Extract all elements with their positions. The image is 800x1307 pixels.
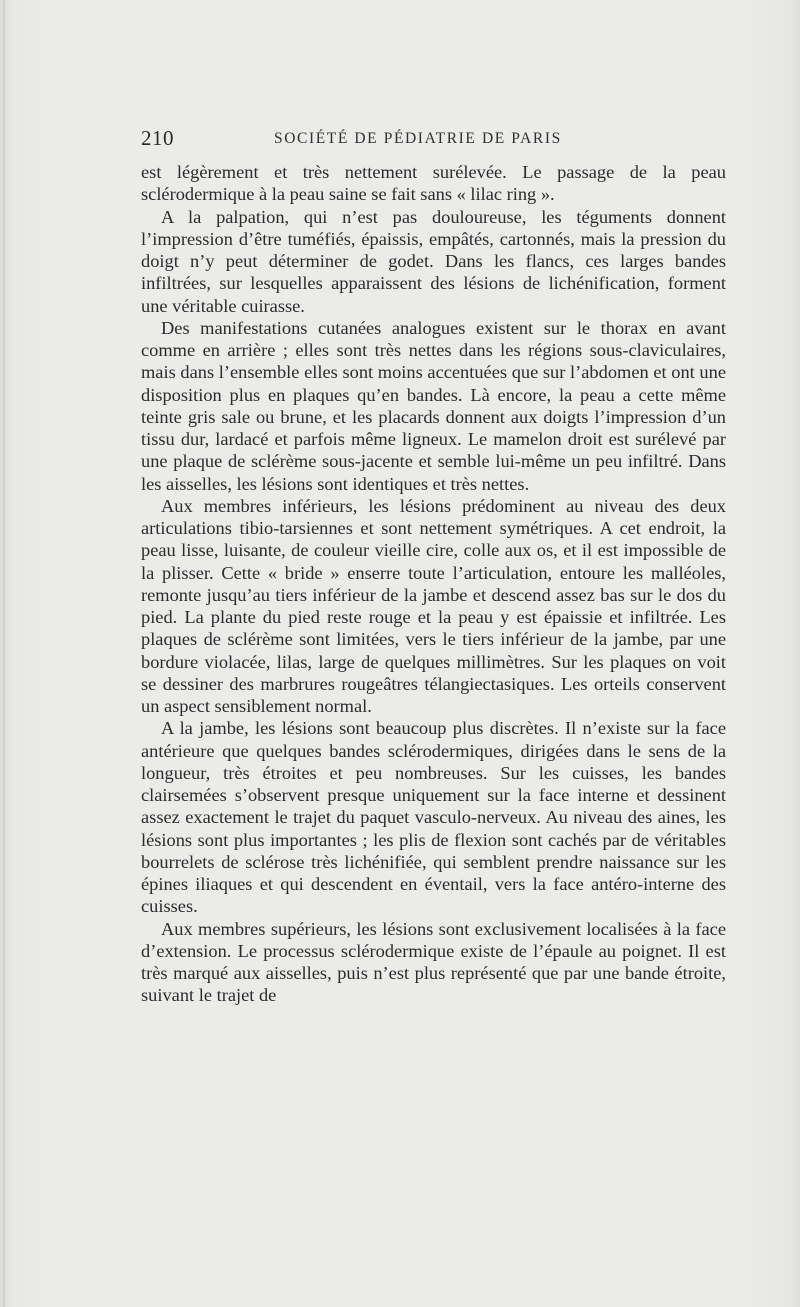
running-head: SOCIÉTÉ DE PÉDIATRIE DE PARIS <box>274 130 562 147</box>
paragraph-thorax: Des manifestations cutanées analogues existent sur le thorax en avant comme en arrière ; elles sont très nettes dans les régions sous-claviculaires, mais dans l’ensemble elles sont moins accentuées que sur l’abdomen et ont une disposition plus en plaques qu’en bandes. Là encore, la peau a cette même teinte gris sale ou brune, et les placards donnent aux doigts l’impression d’un tissu dur, lardacé et parfois même ligneux. Le mamelon droit est surélevé par une plaque de sclérème sous-jacente et semble lui-même un peu infiltré. Dans les aisselles, les lésions sont identiques et très nettes. <box>141 317 726 494</box>
paragraph-leg: A la jambe, les lésions sont beaucoup plus discrètes. Il n’existe sur la face antérieure que quelques bandes sclérodermiques, dirigées dans le sens de la longueur, très étroites et peu nombreuses. Sur les cuisses, les bandes clairsemées s’observent presque uniquement sur la face interne et dessinent assez exactement le trajet du paquet vasculo-nerveux. Au niveau des aines, les lésions sont plus importantes ; les plis de flexion sont cachés par de véritables bourrelets de sclérose très lichénifiée, qui semblent prendre naissance sur les épines iliaques et qui descendent en éventail, vers la face antéro-interne des cuisses. <box>141 718 726 917</box>
page-header <box>141 126 726 154</box>
body-text <box>141 161 726 1007</box>
paragraph-palpation: A la palpation, qui n’est pas douloureuse, les téguments donnent l’impression d’être tuméfiés, épaissis, empâtés, cartonnés, mais la pression du doigt n’y peut déterminer de godet. Dans les flancs, ces larges bandes infiltrées, sur lesquelles apparaissent des lésions de lichénification, forment une véritable cuirasse. <box>141 206 726 316</box>
paragraph-upper-limbs: Aux membres supérieurs, les lésions sont exclusivement localisées à la face d’extension. Le processus sclérodermique existe de l’épaule au poignet. Il est très marqué aux aisselles, puis n’est plus représenté que par une bande étroite, suivant le trajet de <box>141 918 726 1006</box>
paragraph-lower-limbs: Aux membres inférieurs, les lésions prédominent au niveau des deux articulations tibio-tarsiennes et sont nettement symétriques. A cet endroit, la peau lisse, luisante, de couleur vieille cire, colle aux os, et il est impossible de la plisser. Cette « bride » enserre toute l’articulation, entoure les malléoles, remonte jusqu’au tiers inférieur de la jambe et descend assez bas sur le dos du pied. La plante du pied reste rouge et la peau y est épaissie et infiltrée. Les plaques de sclérème sont limitées, vers le tiers inférieur de la jambe, par une bordure violacée, lilas, large de quelques millimètres. Sur les plaques on voit se dessiner des marbrures rougeâtres télangiectasiques. Les orteils conservent un aspect sensiblement normal. <box>141 495 726 716</box>
paragraph-continuation: est légèrement et très nettement surélevée. Le passage de la peau sclérodermique à la peau saine se fait sans « lilac ring ». <box>141 162 726 205</box>
page-number: 210 <box>141 126 174 150</box>
page-edge-shadow <box>3 0 5 1307</box>
